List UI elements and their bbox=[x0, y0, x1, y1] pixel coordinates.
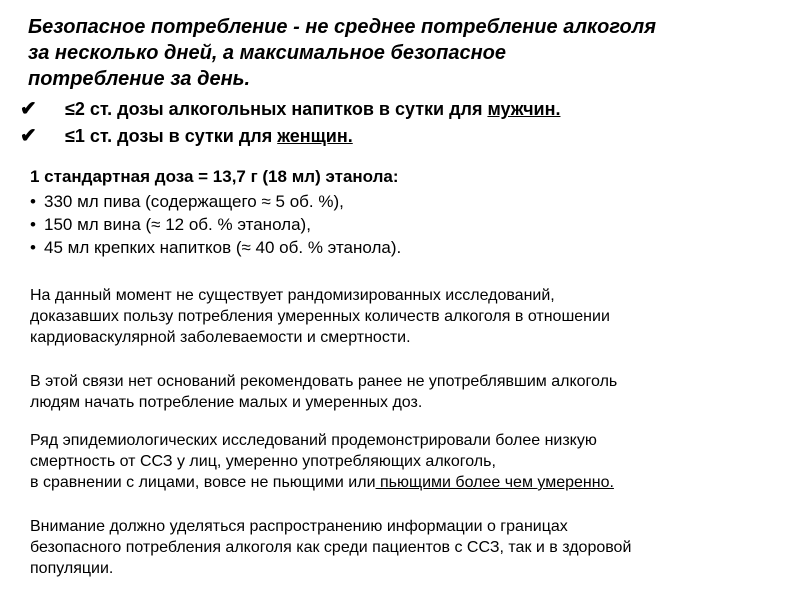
bullet-icon: • bbox=[30, 215, 36, 234]
check-item-text: ≤1 ст. дозы в сутки для женщин. bbox=[65, 126, 353, 146]
slide-heading bbox=[28, 14, 788, 92]
underlined-word: женщин. bbox=[277, 126, 353, 146]
standard-dose-block bbox=[30, 166, 790, 259]
standard-dose-title: 1 стандартная доза = 13,7 г (18 мл) этанола: bbox=[30, 167, 399, 186]
checkmark-icon: ✔ bbox=[20, 98, 37, 120]
paragraph-no-recommendation: В этой связи нет оснований рекомендовать ранее не употреблявшим алкоголь людям начать потребление малых и умеренных доз. bbox=[30, 373, 618, 411]
paragraph-epidemiology: Ряд эпидемиологических исследований продемонстрировали более низкую смертность от ССЗ у лиц, умеренно употребляющих алкоголь, в сравнении с лицами, вовсе не пьющими или пьющими более чем умеренно. bbox=[30, 432, 614, 491]
list-item: • 150 мл вина (≈ 12 об. % этанола), bbox=[30, 215, 311, 234]
heading-line: за несколько дней, а максимальное безопасное bbox=[28, 42, 507, 64]
checkmark-icon: ✔ bbox=[20, 125, 37, 147]
list-item: • 330 мл пива (содержащего ≈ 5 об. %), bbox=[30, 192, 344, 211]
dose-list bbox=[30, 190, 790, 259]
bullet-icon: • bbox=[30, 192, 36, 211]
paragraph-no-rct: На данный момент не существует рандомизированных исследований, доказавших пользу потребления умеренных количеств алкоголя в отношении кардиоваскулярной заболеваемости и смертности. bbox=[30, 287, 610, 346]
checklist bbox=[20, 96, 790, 150]
check-item-text: ≤2 ст. дозы алкогольных напитков в сутки для мужчин. bbox=[65, 99, 561, 119]
underlined-phrase: пьющими более чем умеренно. bbox=[375, 474, 614, 491]
bullet-icon: • bbox=[30, 238, 36, 257]
underlined-word: мужчин. bbox=[487, 99, 561, 119]
heading-line: Безопасное потребление - не среднее потребление алкоголя bbox=[28, 16, 656, 38]
check-item-women bbox=[20, 123, 790, 150]
heading-line: потребление за день. bbox=[28, 68, 251, 90]
check-item-men bbox=[20, 96, 790, 123]
list-item: • 45 мл крепких напитков (≈ 40 об. % этанола). bbox=[30, 238, 402, 257]
paragraph-attention: Внимание должно уделяться распространению информации о границах безопасного потребления алкоголя как среди пациентов с ССЗ, так и в здоровой популяции. bbox=[30, 518, 632, 577]
